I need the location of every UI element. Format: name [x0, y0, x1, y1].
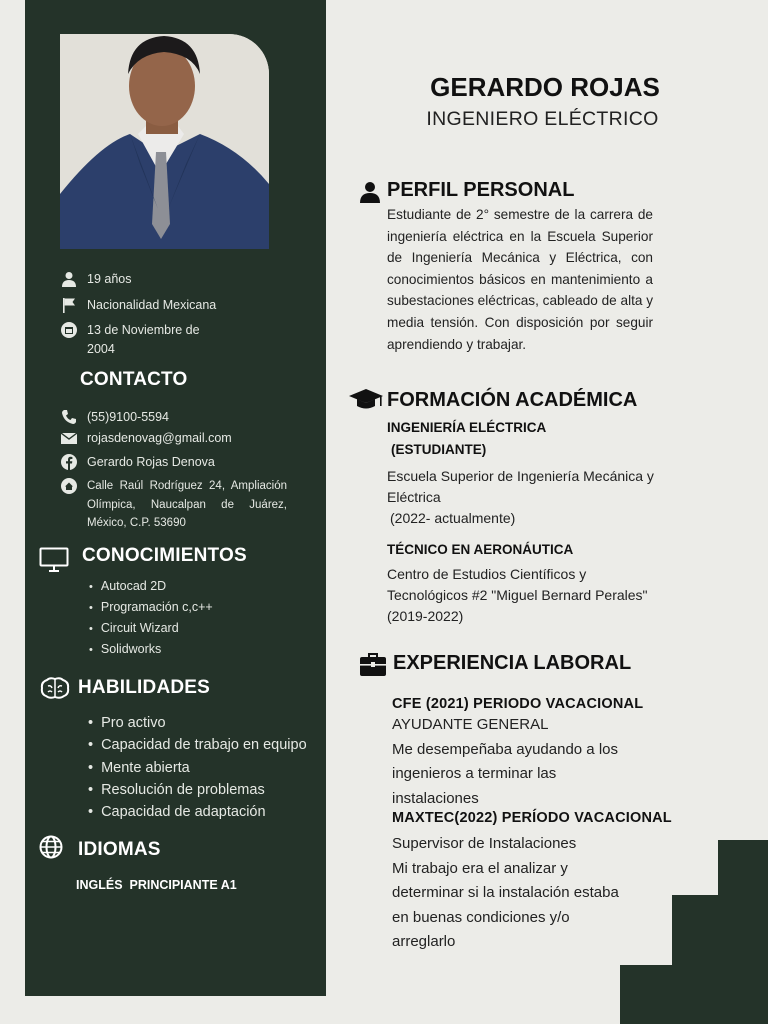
calendar-icon: [60, 321, 78, 339]
briefcase-icon: [359, 653, 387, 682]
job2-description: Supervisor de Instalaciones Mi trabajo era el analizar y determinar si la instalación estaba en buenas condiciones y/o arreglarlo: [392, 835, 619, 950]
contact-heading: CONTACTO: [80, 369, 188, 390]
degree-status: (ESTUDIANTE): [391, 442, 487, 457]
nationality-row: [60, 296, 216, 315]
phone-icon: [60, 408, 78, 426]
brain-icon: [40, 676, 70, 705]
list-item: • Programación c,c++: [89, 597, 213, 618]
profile-text: Estudiante de 2° semestre de la carrera de ingeniería eléctrica en la Escuela Superior de Ingeniería Mecánica y Eléctrica, con conocimientos básicos en mantenimiento a subestaciones eléctricas, cableado de alta y media tensión. Con disposición por seguir aprendiendo y trabajar.: [387, 207, 653, 352]
person-icon: [60, 270, 78, 288]
age-row: [60, 270, 131, 289]
phone-row[interactable]: [60, 408, 169, 427]
decorative-step: [620, 965, 768, 1024]
sidebar: [25, 0, 326, 996]
technician-school: Centro de Estudios Científicos y Tecnológicos #2 "Miguel Bernard Perales" (2019-2022): [387, 566, 648, 624]
facebook-text: Gerardo Rojas Denova: [87, 455, 215, 469]
list-item: • Circuit Wizard: [89, 618, 213, 639]
experience-heading: EXPERIENCIA LABORAL: [393, 652, 632, 674]
home-icon: [60, 477, 78, 495]
list-item: • Resolución de problemas: [88, 779, 307, 801]
technician-title: TÉCNICO EN AERONÁUTICA: [387, 542, 574, 557]
birth-row: [60, 321, 200, 359]
skills-list: [88, 712, 307, 823]
monitor-icon: [39, 547, 69, 578]
facebook-icon: [60, 453, 78, 471]
knowledge-list: [89, 576, 213, 660]
flag-icon: [60, 296, 78, 314]
skills-heading: HABILIDADES: [78, 677, 211, 698]
job1-title: CFE (2021) PERIODO VACACIONAL: [392, 696, 644, 712]
list-item: • Mente abierta: [88, 757, 307, 779]
languages-heading: IDIOMAS: [78, 839, 161, 860]
age-text: 19 años: [87, 272, 132, 286]
knowledge-heading: CONOCIMIENTOS: [82, 545, 247, 566]
job1-description: AYUDANTE GENERAL Me desempeñaba ayudando a los ingenieros a terminar las instalaciones: [392, 716, 618, 807]
graduation-cap-icon: [348, 387, 384, 418]
degree-title: INGENIERÍA ELÉCTRICA: [387, 420, 547, 435]
list-item: • Autocad 2D: [89, 576, 213, 597]
phone-text: (55)9100-5594: [87, 410, 170, 424]
list-item: • Capacidad de adaptación: [88, 801, 307, 823]
globe-icon: [39, 835, 63, 864]
list-item: • Capacidad de trabajo en equipo: [88, 734, 307, 756]
address-text: Calle Raúl Rodríguez 24, Ampliación Olímpica, Naucalpan de Juárez, México, C.P. 53690: [87, 480, 287, 529]
list-item: • Pro activo: [88, 712, 307, 734]
degree-school: Escuela Superior de Ingeniería Mecánica y Eléctrica (2022- actualmente): [387, 468, 654, 526]
address-row: [60, 477, 287, 533]
profile-heading: PERFIL PERSONAL: [387, 179, 575, 201]
profile-photo: [60, 34, 269, 249]
mail-icon: [60, 429, 78, 447]
job-title: INGENIERO ELÉCTRICO: [426, 108, 659, 130]
email-row[interactable]: [60, 429, 232, 448]
facebook-row[interactable]: [60, 453, 215, 472]
language-item: INGLÉS PRINCIPIANTE A1: [76, 878, 237, 892]
email-text: rojasdenovag@gmail.com: [87, 431, 232, 445]
person-icon: [359, 181, 381, 208]
birth-text: 13 de Noviembre de 2004: [87, 323, 200, 356]
education-heading: FORMACIÓN ACADÉMICA: [387, 389, 638, 411]
nationality-text: Nacionalidad Mexicana: [87, 298, 217, 312]
list-item: • Solidworks: [89, 639, 213, 660]
full-name: GERARDO ROJAS: [430, 72, 660, 102]
job2-title: MAXTEC(2022) PERÍODO VACACIONAL: [392, 810, 672, 826]
